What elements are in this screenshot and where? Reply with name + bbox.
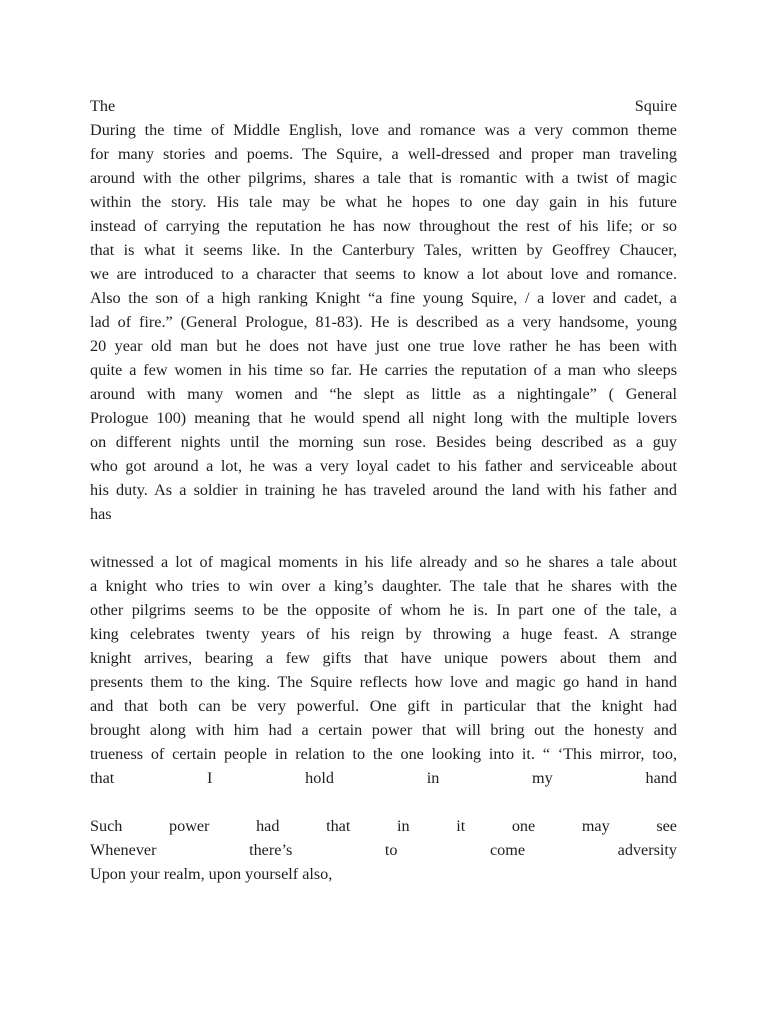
text-line: we are introduced to a character that seems to know a lot about love and romance. xyxy=(90,265,677,283)
verse-line-3 xyxy=(90,838,677,862)
text-line: instead of carrying the reputation he has now throughout the rest of his life; or so xyxy=(90,217,677,235)
verse-word: hand xyxy=(645,769,677,787)
essay-title xyxy=(90,94,677,118)
text-line: Prologue 100) meaning that he would spend all night long with the multiple lovers xyxy=(90,409,677,427)
verse-word: hold xyxy=(305,769,334,787)
paragraph-1 xyxy=(90,118,677,526)
verse-word: it xyxy=(456,817,466,835)
verse-word: may xyxy=(581,817,610,835)
text-line: has xyxy=(90,505,112,523)
verse-word: Such xyxy=(90,817,123,835)
verse-line-2 xyxy=(90,814,677,838)
text-line: that is what it seems like. In the Canterbury Tales, written by Geoffrey Chaucer, xyxy=(90,241,677,259)
verse-word: one xyxy=(511,817,536,835)
verse-word: Whenever xyxy=(90,841,157,859)
text-line: During the time of Middle English, love and romance was a very common theme xyxy=(90,121,677,139)
verse-word: I xyxy=(207,769,213,787)
verse-word: power xyxy=(169,817,210,835)
verse-word: adversity xyxy=(617,841,677,859)
text-line: who got around a lot, he was a very loyal cadet to his father and serviceable about xyxy=(90,457,677,475)
text-line: trueness of certain people in relation to the one looking into it. “ ‘This mirror, too, xyxy=(90,745,677,763)
text-line: within the story. His tale may be what he hopes to one day gain in his future xyxy=(90,193,677,211)
text-line: and that both can be very powerful. One gift in particular that the knight had xyxy=(90,697,677,715)
text-line: 20 year old man but he does not have just one true love rather he has been with xyxy=(90,337,677,355)
title-word: The xyxy=(90,97,116,115)
verse-word: there’s xyxy=(249,841,293,859)
text-line: king celebrates twenty years of his reign by throwing a huge feast. A strange xyxy=(90,625,677,643)
text-line: around with the other pilgrims, shares a tale that is romantic with a twist of magic xyxy=(90,169,677,187)
verse-line-1 xyxy=(90,766,677,790)
text-line: quite a few women in his time so far. He carries the reputation of a man who sleeps xyxy=(90,361,677,379)
verse-word: that xyxy=(326,817,351,835)
verse-word: to xyxy=(384,841,398,859)
verse-word: had xyxy=(256,817,280,835)
document-page xyxy=(90,94,677,886)
verse-line-4: Upon your realm, upon yourself also, xyxy=(90,865,333,883)
verse-spacer xyxy=(90,790,677,814)
verse-word: in xyxy=(426,769,440,787)
text-line: brought along with him had a certain power that will bring out the honesty and xyxy=(90,721,677,739)
text-line: around with many women and “he slept as little as a nightingale” ( General xyxy=(90,385,677,403)
text-line: knight arrives, bearing a few gifts that have unique powers about them and xyxy=(90,649,677,667)
text-line: witnessed a lot of magical moments in his life already and so he shares a tale about xyxy=(90,553,677,571)
verse-word: that xyxy=(90,769,115,787)
text-line: on different nights until the morning sun rose. Besides being described as a guy xyxy=(90,433,677,451)
text-line: for many stories and poems. The Squire, a well-dressed and proper man traveling xyxy=(90,145,677,163)
text-line: Also the son of a high ranking Knight “a fine young Squire, / a lover and cadet, a xyxy=(90,289,677,307)
paragraph-2 xyxy=(90,550,677,766)
text-line: a knight who tries to win over a king’s daughter. The tale that he shares with the xyxy=(90,577,677,595)
verse-word: come xyxy=(490,841,526,859)
verse-word: my xyxy=(532,769,553,787)
paragraph-spacer xyxy=(90,526,677,550)
text-line: his duty. As a soldier in training he has traveled around the land with his father and xyxy=(90,481,677,499)
text-line: presents them to the king. The Squire reflects how love and magic go hand in hand xyxy=(90,673,677,691)
text-line: other pilgrims seems to be the opposite of whom he is. In part one of the tale, a xyxy=(90,601,677,619)
verse-word: in xyxy=(396,817,410,835)
text-line: lad of fire.” (General Prologue, 81-83). He is described as a very handsome, young xyxy=(90,313,677,331)
verse-word: see xyxy=(656,817,677,835)
title-word: Squire xyxy=(634,97,677,115)
